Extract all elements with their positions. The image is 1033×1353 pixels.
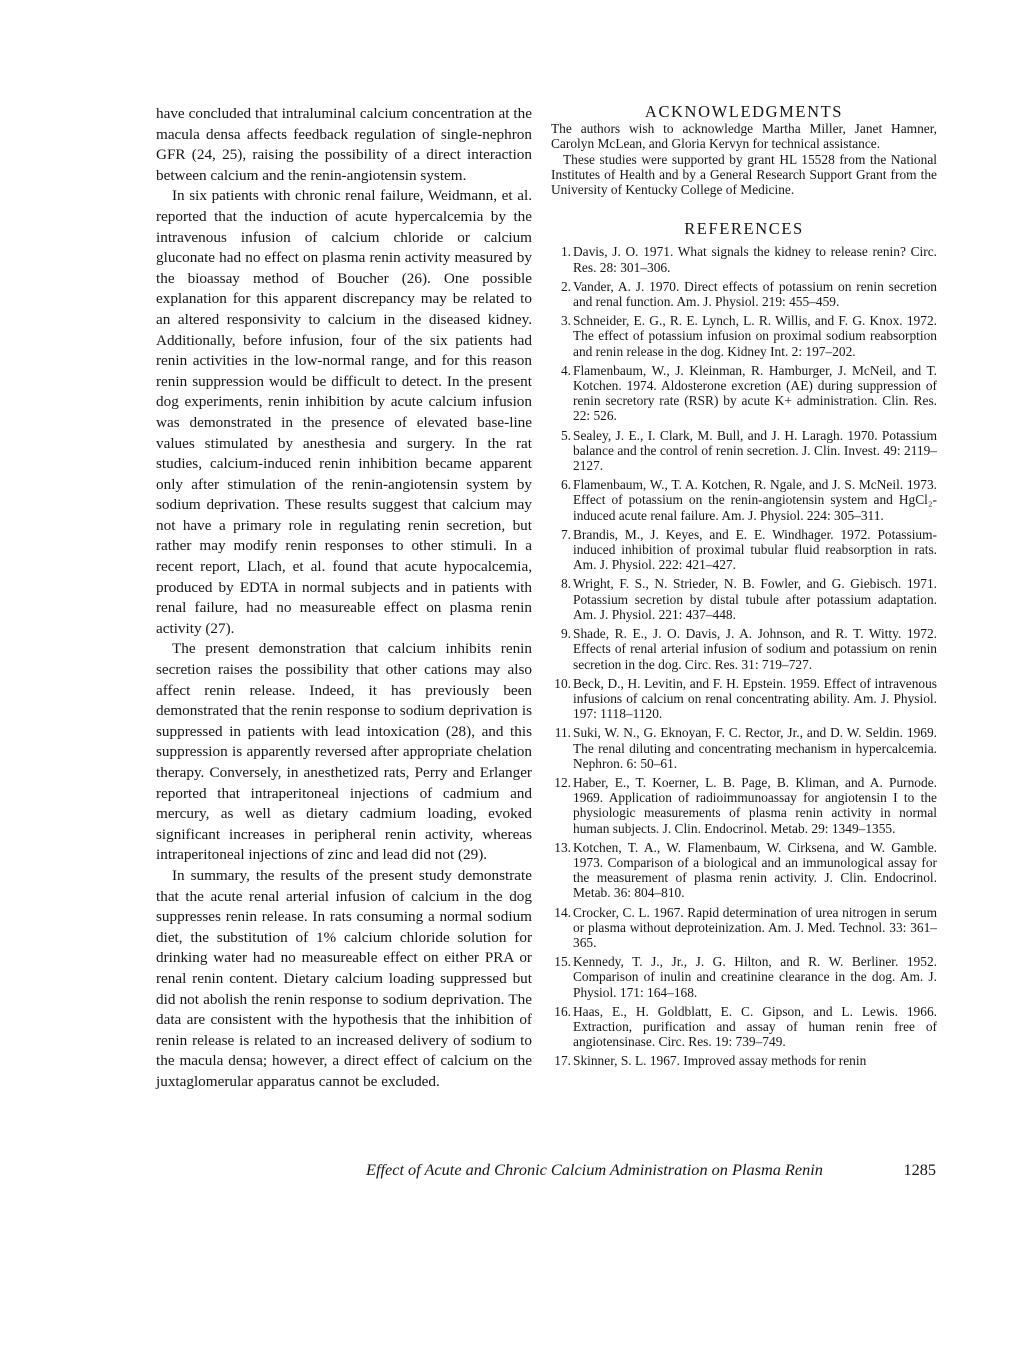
reference-number: 8. [560, 576, 571, 592]
reference-text: Suki, W. N., G. Eknoyan, F. C. Rector, Jr., and D. W. Seldin. 1969. The renal diluting and concentrating mechanism in hypercalcemia. Nephron. 6: 50–61. [573, 725, 937, 771]
reference-text: Kotchen, T. A., W. Flamenbaum, W. Cirksena, and W. Gamble. 1973. Comparison of a biological and an immunological assay for the measurement of plasma renin activity. J. Clin. Endocrinol. Metab. 36: 804–810. [573, 839, 937, 901]
reference-number: 16. [554, 1003, 571, 1019]
reference-number: 3. [560, 313, 571, 329]
page-number: 1285 [903, 1160, 936, 1179]
reference-text: Shade, R. E., J. O. Davis, J. A. Johnson, and R. T. Witty. 1972. Effects of renal arterial infusion of sodium and potassium on renin secretion in the dog. Circ. Res. 31: 719–727. [573, 626, 937, 672]
reference-item [551, 576, 937, 622]
reference-number: 14. [554, 904, 571, 920]
reference-item [551, 1053, 937, 1068]
reference-number: 15. [554, 954, 571, 970]
reference-item [551, 313, 937, 359]
reference-item [551, 676, 937, 722]
reference-text: Brandis, M., J. Keyes, and E. E. Windhager. 1972. Potassium-induced inhibition of proximal tubular fluid reabsorption in rats. Am. J. Physiol. 222: 421–427. [573, 526, 937, 573]
reference-list [551, 244, 937, 1068]
reference-item [551, 954, 937, 1000]
reference-item [551, 725, 937, 771]
running-title: Effect of Acute and Chronic Calcium Administration on Plasma Renin [366, 1160, 823, 1179]
reference-item [551, 244, 937, 274]
reference-text: Vander, A. J. 1970. Direct effects of potassium on renin secretion and renal function. Am. J. Physiol. 219: 455–459. [573, 278, 937, 310]
reference-item [551, 363, 937, 424]
acknowledgments-heading: ACKNOWLEDGMENTS [644, 102, 844, 121]
reference-item [551, 626, 937, 672]
reference-text: Beck, D., H. Levitin, and F. H. Epstein. 1959. Effect of intravenous infusions of calcium on renal concentrating ability. Am. J. Physiol. 197: 1118–1120. [573, 675, 937, 722]
reference-text: Wright, F. S., N. Strieder, N. B. Fowler, and G. Giebisch. 1971. Potassium secretion by distal tubule after potassium adaptation. Am. J. Physiol. 221: 437–448. [573, 576, 937, 622]
paragraph: have concluded that intraluminal calcium concentration at the macula densa affects feedback regulation of single-nephron GFR (24, 25), raising the possibility of a direct interaction between calcium and the renin-angiotensin system. [156, 105, 532, 184]
acknowledgments-section [551, 104, 937, 197]
reference-number: 2. [560, 278, 571, 294]
reference-number: 11. [554, 725, 571, 741]
right-column [551, 104, 937, 1073]
paragraph: In summary, the results of the present study demonstrate that the acute renal arterial infusion of calcium in the dog suppresses renin release. In rats consuming a normal sodium diet, the substitution of 1% calcium chloride solution for drinking water had no measureable effect on either PRA or renal renin content. Dietary calcium loading suppressed but did not abolish the renin response to sodium deprivation. The data are consistent with the hypothesis that the inhibition of renin release is related to an increased delivery of sodium to the macula densa; however, a direct effect of calcium on the juxtaglomerular apparatus cannot be excluded. [156, 866, 532, 1090]
reference-text: Haas, E., H. Goldblatt, E. C. Gipson, and L. Lewis. 1966. Extraction, purification and assay of human renin free of angiotensinase. Circ. Res. 19: 739–749. [573, 1003, 937, 1050]
reference-text: Schneider, E. G., R. E. Lynch, L. R. Willis, and F. G. Knox. 1972. The effect of potassium infusion on proximal sodium reabsorption and renin release in the dog. Kidney Int. 2: 197–202. [573, 313, 937, 359]
reference-item [551, 840, 937, 901]
reference-number: 12. [554, 774, 571, 790]
reference-item [551, 1004, 937, 1050]
reference-number: 10. [554, 675, 571, 691]
reference-number: 1. [560, 244, 571, 260]
reference-text: Sealey, J. E., I. Clark, M. Bull, and J. H. Laragh. 1970. Potassium balance and the control of renin secretion. J. Clin. Invest. 49: 2119–2127. [573, 427, 937, 474]
reference-item [551, 775, 937, 836]
body-text-column [156, 104, 532, 1093]
reference-text: Haber, E., T. Koerner, L. B. Page, B. Kliman, and A. Purnode. 1969. Application of radioimmunoassay for angiotensin I to the physiologic measurements of plasma renin activity in normal human subjects. J. Clin. Endocrinol. Metab. 29: 1349–1355. [573, 774, 937, 836]
reference-text: Davis, J. O. 1971. What signals the kidney to release renin? Circ. Res. 28: 301–306. [573, 244, 937, 275]
reference-number: 13. [554, 839, 571, 855]
reference-text: Flamenbaum, W., T. A. Kotchen, R. Ngale, and J. S. McNeil. 1973. Effect of potassium on the renin-angiotensin system and HgCl₂-induced acute renal failure. Am. J. Physiol. 224: 305–311. [573, 477, 937, 523]
references-heading: REFERENCES [684, 219, 804, 239]
reference-number: 5. [560, 427, 571, 443]
page-footer [366, 1160, 938, 1182]
acknowledgment-paragraph: These studies were supported by grant HL 15528 from the National Institutes of Health and by a General Research Support Grant from the University of Kentucky College of Medicine. [551, 151, 937, 198]
reference-text: Crocker, C. L. 1967. Rapid determination of urea nitrogen in serum or plasma without deproteinization. Am. J. Med. Technol. 33: 361–365. [573, 904, 937, 950]
reference-number: 6. [560, 477, 571, 493]
reference-item [551, 905, 937, 951]
reference-number: 17. [554, 1053, 571, 1069]
reference-item [551, 428, 937, 474]
paragraph: The present demonstration that calcium inhibits renin secretion raises the possibility that other cations may also affect renin release. Indeed, it has previously been demonstrated that the renin response to sodium deprivation is suppressed in patients with lead intoxication (28), and this suppression is apparently reversed after appropriate chelation therapy. Conversely, in anesthetized rats, Perry and Erlanger reported that intraperitoneal injections of cadmium and mercury, as well as dietary cadmium loading, evoked significant increases in peripheral renin activity, whereas intraperitoneal injections of zinc and lead did not (29). [156, 640, 532, 864]
reference-item [551, 527, 937, 573]
references-section [551, 221, 937, 1068]
reference-text: Skinner, S. L. 1967. Improved assay methods for renin [573, 1053, 867, 1069]
reference-number: 7. [560, 526, 571, 542]
reference-number: 9. [560, 626, 571, 642]
reference-number: 4. [560, 362, 571, 378]
acknowledgment-paragraph: The authors wish to acknowledge Martha Miller, Janet Hamner, Carolyn McLean, and Gloria Kervyn for technical assistance. [551, 121, 937, 152]
reference-item [551, 477, 937, 523]
reference-text: Flamenbaum, W., J. Kleinman, R. Hamburger, J. McNeil, and T. Kotchen. 1974. Aldosterone excretion (AE) during suppression of renin secretory rate (RSR) by acute K+ administration. Clin. Res. 22: 526. [573, 362, 937, 424]
reference-item [551, 279, 937, 309]
paragraph: In six patients with chronic renal failure, Weidmann, et al. reported that the induction of acute hypercalcemia by the intravenous infusion of calcium chloride or calcium gluconate had no effect on plasma renin activity measured by the bioassay method of Boucher (26). One possible explanation for this apparent discrepancy may be related to an altered responsivity to calcium in the diseased kidney. Additionally, before infusion, four of the six patients had renin activities in the low-normal range, and for this reason renin suppression would be difficult to detect. In the present dog experiments, renin inhibition by acute calcium infusion was demonstrated in the presence of elevated base-line values stimulated by anesthesia and surgery. In the rat studies, calcium-induced renin inhibition became apparent only after stimulation of the renin-angiotensin system by sodium deprivation. These results suggest that calcium may not have a primary role in regulating renin secretion, but rather may modify renin responses to other stimuli. In a recent report, Llach, et al. found that acute hypocalcemia, produced by EDTA in normal subjects and in patients with renal failure, had no measureable effect on plasma renin activity (27). [156, 187, 532, 637]
reference-text: Kennedy, T. J., Jr., J. G. Hilton, and R. W. Berliner. 1952. Comparison of inulin and creatinine clearance in the dog. Am. J. Physiol. 171: 164–168. [573, 954, 937, 1000]
